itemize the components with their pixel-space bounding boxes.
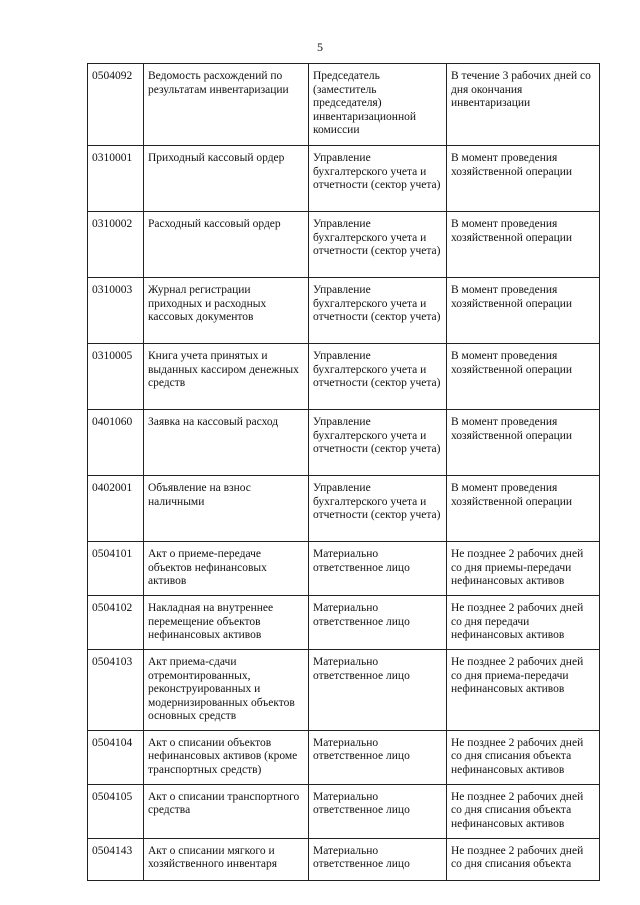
document-name: Накладная на внутреннее перемещение объектов нефинансовых активов xyxy=(144,596,309,650)
form-code: 0504104 xyxy=(88,730,144,784)
form-code: 0504103 xyxy=(88,650,144,731)
form-code: 0504101 xyxy=(88,542,144,596)
document-table xyxy=(87,63,600,881)
table-row xyxy=(88,650,600,731)
deadline: В момент проведения хозяйственной операции xyxy=(447,476,600,542)
document-name: Приходный кассовый ордер xyxy=(144,146,309,212)
responsible-person: Управление бухгалтерского учета и отчетности (сектор учета) xyxy=(309,212,447,278)
table-row xyxy=(88,542,600,596)
form-code: 0504092 xyxy=(88,64,144,146)
form-code: 0310003 xyxy=(88,278,144,344)
table-row xyxy=(88,838,600,880)
document-name: Журнал регистрации приходных и расходных кассовых документов xyxy=(144,278,309,344)
responsible-person: Председатель (заместитель председателя) инвентаризационной комиссии xyxy=(309,64,447,146)
responsible-person: Управление бухгалтерского учета и отчетности (сектор учета) xyxy=(309,476,447,542)
deadline: Не позднее 2 рабочих дней со дня списания объекта нефинансовых активов xyxy=(447,730,600,784)
responsible-person: Управление бухгалтерского учета и отчетности (сектор учета) xyxy=(309,410,447,476)
document-name: Объявление на взнос наличными xyxy=(144,476,309,542)
responsible-person: Материально ответственное лицо xyxy=(309,784,447,838)
document-name: Акт приема-сдачи отремонтированных, реконструированных и модернизированных объектов основных средств xyxy=(144,650,309,731)
form-code: 0504105 xyxy=(88,784,144,838)
responsible-person: Материально ответственное лицо xyxy=(309,596,447,650)
responsible-person: Управление бухгалтерского учета и отчетности (сектор учета) xyxy=(309,278,447,344)
deadline: Не позднее 2 рабочих дней со дня передачи нефинансовых активов xyxy=(447,596,600,650)
form-code: 0310002 xyxy=(88,212,144,278)
document-name: Акт о приеме-передаче объектов нефинансовых активов xyxy=(144,542,309,596)
document-name: Ведомость расхождений по результатам инвентаризации xyxy=(144,64,309,146)
deadline: Не позднее 2 рабочих дней со дня списания объекта нефинансовых активов xyxy=(447,784,600,838)
deadline: В момент проведения хозяйственной операции xyxy=(447,344,600,410)
document-name: Расходный кассовый ордер xyxy=(144,212,309,278)
table-row xyxy=(88,212,600,278)
deadline: В течение 3 рабочих дней со дня окончания инвентаризации xyxy=(447,64,600,146)
table-row xyxy=(88,784,600,838)
deadline: В момент проведения хозяйственной операции xyxy=(447,212,600,278)
deadline: Не позднее 2 рабочих дней со дня приема-передачи нефинансовых активов xyxy=(447,650,600,731)
page-number: 5 xyxy=(317,40,323,54)
form-code: 0310001 xyxy=(88,146,144,212)
table-row xyxy=(88,730,600,784)
responsible-person: Материально ответственное лицо xyxy=(309,542,447,596)
deadline: В момент проведения хозяйственной операции xyxy=(447,410,600,476)
responsible-person: Управление бухгалтерского учета и отчетности (сектор учета) xyxy=(309,344,447,410)
document-name: Книга учета принятых и выданных кассиром денежных средств xyxy=(144,344,309,410)
form-code: 0401060 xyxy=(88,410,144,476)
table-row xyxy=(88,146,600,212)
table-row xyxy=(88,278,600,344)
deadline: В момент проведения хозяйственной операции xyxy=(447,278,600,344)
table-row xyxy=(88,64,600,146)
deadline: Не позднее 2 рабочих дней со дня приемы-передачи нефинансовых активов xyxy=(447,542,600,596)
responsible-person: Управление бухгалтерского учета и отчетности (сектор учета) xyxy=(309,146,447,212)
document-name: Акт о списании транспортного средства xyxy=(144,784,309,838)
document-name: Акт о списании мягкого и хозяйственного инвентаря xyxy=(144,838,309,880)
table-row xyxy=(88,476,600,542)
table-row xyxy=(88,344,600,410)
deadline: В момент проведения хозяйственной операции xyxy=(447,146,600,212)
form-code: 0504102 xyxy=(88,596,144,650)
responsible-person: Материально ответственное лицо xyxy=(309,650,447,731)
document-name: Акт о списании объектов нефинансовых активов (кроме транспортных средств) xyxy=(144,730,309,784)
deadline: Не позднее 2 рабочих дней со дня списания объекта xyxy=(447,838,600,880)
form-code: 0504143 xyxy=(88,838,144,880)
form-code: 0310005 xyxy=(88,344,144,410)
responsible-person: Материально ответственное лицо xyxy=(309,730,447,784)
responsible-person: Материально ответственное лицо xyxy=(309,838,447,880)
form-code: 0402001 xyxy=(88,476,144,542)
document-name: Заявка на кассовый расход xyxy=(144,410,309,476)
table-row xyxy=(88,410,600,476)
table-row xyxy=(88,596,600,650)
